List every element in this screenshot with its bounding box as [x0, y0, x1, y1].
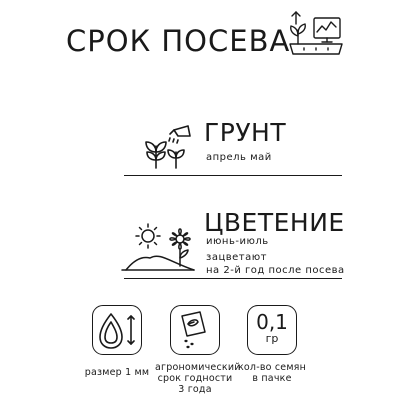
bloom-divider: [124, 278, 342, 279]
seed-size-icon: [93, 306, 140, 353]
shelf-life-badge: [170, 305, 220, 355]
seed-weight-badge: [247, 305, 297, 355]
soil-title: ГРУНТ: [204, 118, 287, 147]
page-title: СРОК ПОСЕВА: [66, 24, 291, 58]
shelf-life-line2: срок годности: [157, 373, 233, 384]
sun-flower-icon: [120, 212, 196, 274]
seedling-chart-icon: [286, 8, 346, 58]
watering-can-sprout-icon: [144, 122, 194, 172]
seed-size-caption: размер 1 мм: [84, 367, 150, 378]
seed-weight-line2: в пачке: [252, 373, 292, 384]
bloom-title: ЦВЕТЕНИЕ: [204, 208, 345, 237]
bloom-note-line2: на 2-й год после посева: [206, 265, 345, 276]
seed-packet-icon: [171, 306, 218, 353]
seed-size-badge: [92, 305, 142, 355]
bloom-months: июнь-июль: [206, 236, 269, 247]
seed-weight-line1: кол-во семян: [237, 362, 307, 373]
seed-weight-caption: [232, 362, 312, 384]
soil-divider: [124, 175, 342, 176]
shelf-life-line3: 3 года: [178, 384, 212, 395]
seed-weight-value: 0,1: [256, 310, 288, 334]
soil-months: апрель май: [206, 152, 272, 163]
shelf-life-caption: [155, 362, 241, 395]
seed-weight-unit: гр: [265, 332, 279, 345]
bloom-note-line1: зацветают: [206, 252, 267, 263]
shelf-life-line1: агрономический: [155, 362, 241, 373]
